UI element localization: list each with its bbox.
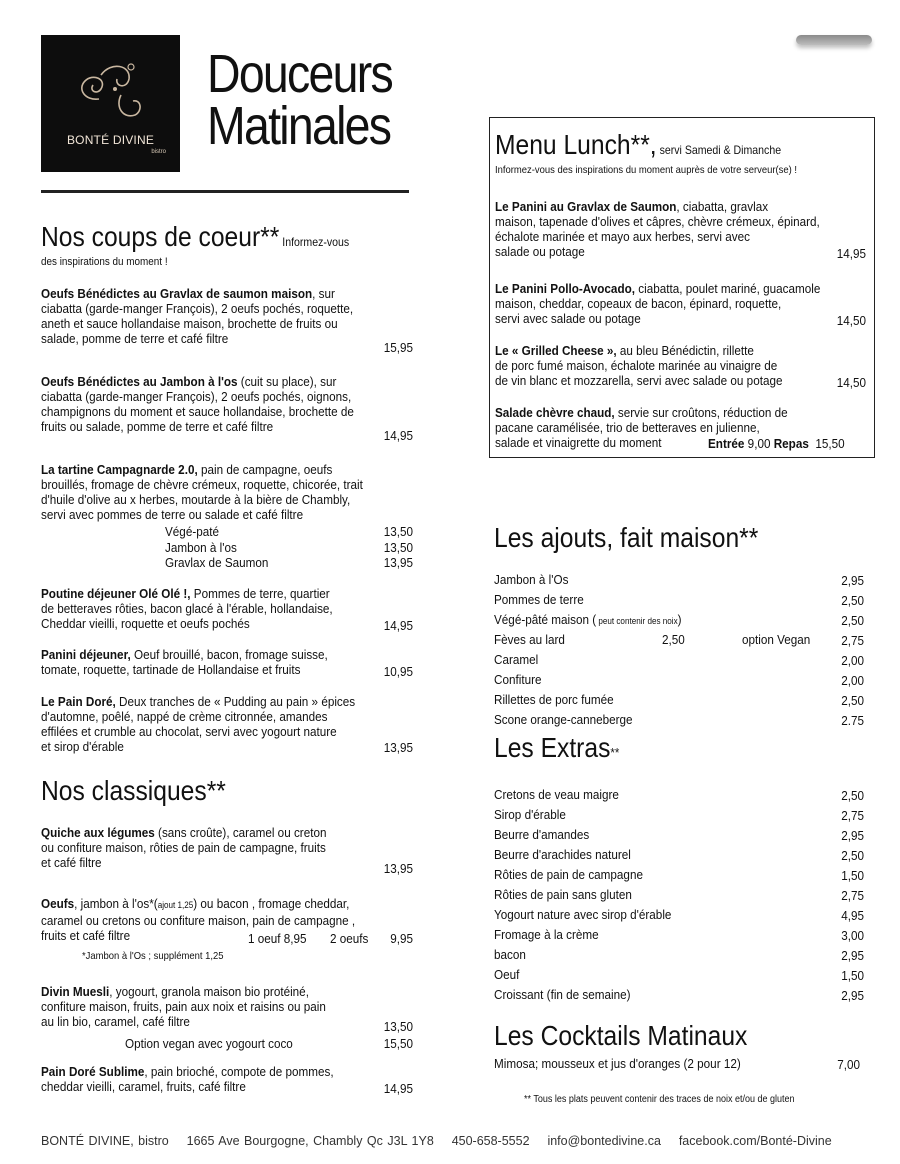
price: 14,95	[383, 1081, 413, 1096]
row-price: 2,95	[841, 988, 864, 1003]
footer-facebook[interactable]: facebook.com/Bonté-Divine	[678, 1134, 832, 1148]
two-egg-label: 2 oeufs	[330, 931, 369, 946]
extras-heading: Les Extras**	[494, 732, 620, 763]
row-label: Caramel	[494, 652, 539, 667]
footer-phone: 450-658-5552	[451, 1134, 530, 1148]
one-egg-price: 1 oeuf 8,95	[248, 931, 307, 946]
menu-item: Oeufs Bénédictes au Gravlax de saumon maison, sur ciabatta (garde-manger François), 2 oeufs pochés, roquette, aneth et sauce hollandaise maison, brochette de fruits ou salade, pomme de terre et café filtre	[41, 286, 354, 346]
row-price: 2,50	[841, 848, 864, 863]
menu-item: Pain Doré Sublime, pain brioché, compote de pommes, cheddar vieilli, caramel, fruits, café filtre	[41, 1064, 334, 1094]
price: 13,95	[383, 861, 413, 876]
price-row	[494, 710, 864, 730]
swirl-ornament-icon	[71, 55, 151, 131]
menu-item: Poutine déjeuner Olé Olé !, Pommes de terre, quartier de betteraves rôties, bacon glacé à l'érable, hollandaise, Cheddar vieilli, roquette et oeufs pochés	[41, 586, 333, 631]
price: 14,50	[836, 375, 866, 390]
footer-name: BONTÉ DIVINE, bistro	[41, 1134, 169, 1148]
footer-address: 1665 Ave Bourgogne, Chambly Qc J3L 1Y8	[186, 1134, 434, 1148]
menu-item: Oeufs, jambon à l'os*(ajout 1,25) ou bacon , fromage cheddar, caramel ou cretons ou confiture maison, pain de campagne , fruits et café filtre	[41, 896, 356, 943]
section-coups	[41, 222, 441, 270]
option-label: Végé-paté	[165, 524, 219, 539]
title-divider	[41, 190, 409, 193]
row-price: 2,75	[841, 808, 864, 823]
allergen-footnote: ** Tous les plats peuvent contenir des traces de noix et/ou de gluten	[524, 1094, 795, 1105]
price-row	[494, 825, 864, 845]
price: 14,95	[383, 618, 413, 633]
price-row	[494, 805, 864, 825]
price-row	[494, 965, 864, 985]
row-price: 2,95	[841, 948, 864, 963]
row-price: 2,00	[841, 673, 864, 688]
title-line-1: Douceurs	[207, 44, 392, 104]
row-label: Cretons de veau maigre	[494, 787, 619, 802]
row-option: option Vegan	[742, 632, 811, 647]
menu-item: Quiche aux légumes (sans croûte), caramel ou creton ou confiture maison, rôties de pain de campagne, fruits et café filtre	[41, 825, 327, 870]
ajouts-heading: Les ajouts, fait maison**	[494, 522, 759, 553]
row-price: 2,75	[841, 633, 864, 648]
row-label: Scone orange-canneberge	[494, 712, 633, 727]
decorative-pill	[796, 35, 872, 45]
cocktail-label: Mimosa; mousseux et jus d'oranges (2 pour 12)	[494, 1056, 741, 1071]
logo-brand: BONTÉ DIVINE	[66, 133, 155, 147]
lunch-served: servi Samedi & Dimanche	[659, 143, 782, 157]
row-price: 2,95	[841, 828, 864, 843]
coups-note: Informez-vous	[282, 235, 350, 249]
lunch-item: Le « Grilled Cheese », au bleu Bénédictin, rillette de porc fumé maison, échalote marinée au vinaigre de de vin blanc et mozzarella, servi avec salade ou potage	[495, 343, 783, 388]
price: 13,50	[383, 524, 413, 539]
option-label: Gravlax de Saumon	[165, 555, 269, 570]
row-price: 2.75	[841, 713, 864, 728]
vegan-option: Option vegan avec yogourt coco	[125, 1036, 293, 1051]
row-label: Beurre d'arachides naturel	[494, 847, 631, 862]
price-row	[494, 590, 864, 610]
row-label: Oeuf	[494, 967, 520, 982]
jambon-note: *Jambon à l'Os ; supplément 1,25	[82, 950, 224, 962]
row-label: Pommes de terre	[494, 592, 584, 607]
price-row	[494, 945, 864, 965]
footer	[41, 1134, 832, 1148]
menu-item: La tartine Campagnarde 2.0, pain de campagne, oeufs brouillés, fromage de chèvre crémeux, roquette, chicorée, trait d'huile d'olive au x herbes, moutarde à la bière de Chambly, servi avec pommes de terre ou salade et café filtre	[41, 462, 363, 522]
row-label: Rillettes de porc fumée	[494, 692, 614, 707]
title-line-2: Matinales	[207, 96, 391, 156]
page-title	[207, 44, 392, 156]
lunch-item: Le Panini au Gravlax de Saumon, ciabatta, gravlax maison, tapenade d'olives et câpres, chèvre crémeux, épinard, échalote marinée et mayo aux herbes, servi avec salade ou potage	[495, 199, 820, 259]
price: 13,50	[383, 540, 413, 555]
coups-note-2: des inspirations du moment !	[41, 256, 168, 268]
price: 10,95	[383, 664, 413, 679]
row-price: 2,50	[841, 613, 864, 628]
row-label: Fromage à la crème	[494, 927, 599, 942]
option-label: Jambon à l'os	[165, 540, 237, 555]
coups-heading: Nos coups de coeur** Informez-vous	[41, 221, 350, 252]
price: 14,50	[836, 313, 866, 328]
row-price: 1,50	[841, 968, 864, 983]
row-price: 1,50	[841, 868, 864, 883]
price-row	[494, 845, 864, 865]
row-label: Rôties de pain sans gluten	[494, 887, 632, 902]
price-row	[494, 630, 864, 650]
lunch-item: Salade chèvre chaud, servie sur croûtons, réduction de pacane caramélisée, trio de betteraves en julienne, salade et vinaigrette du moment	[495, 405, 788, 450]
row-label: Végé-pâté maison ( peut contenir des noix)	[494, 612, 682, 627]
price-row	[494, 785, 864, 805]
row-label: Sirop d'érable	[494, 807, 566, 822]
menu-item: Le Pain Doré, Deux tranches de « Pudding au pain » épices d'automne, poêlé, nappé de crème citronnée, amandes effilées et crumble au chocolat, servi avec yogourt nature et sirop d'érable	[41, 694, 356, 754]
extras-list	[494, 785, 864, 1005]
row-price: 4,95	[841, 908, 864, 923]
price: 15,50	[383, 1036, 413, 1051]
menu-item: Oeufs Bénédictes au Jambon à l'os (cuit su place), sur ciabatta (garde-manger François), 2 oeufs pochés, oignons, champignons du moment et sauce hollandaise, brochette de fruits ou salade, pomme de terre et café filtre	[41, 374, 354, 434]
row-label: bacon	[494, 947, 526, 962]
price-row	[494, 570, 864, 590]
lunch-item: Le Panini Pollo-Avocado, ciabatta, poulet mariné, guacamole maison, cheddar, copeaux de bacon, épinard, roquette, servi avec salade ou potage	[495, 281, 821, 326]
row-price: 2,95	[841, 573, 864, 588]
price: 13,50	[383, 1019, 413, 1034]
row-label: Confiture	[494, 672, 542, 687]
row-label: Jambon à l'Os	[494, 572, 569, 587]
row-price: 2,00	[841, 653, 864, 668]
row-price: 2,75	[841, 888, 864, 903]
price: 14,95	[836, 246, 866, 261]
row-label: Fèves au lard	[494, 632, 565, 647]
row-label: Rôties de pain de campagne	[494, 867, 643, 882]
price-row	[494, 865, 864, 885]
row-label: Beurre d'amandes	[494, 827, 590, 842]
footer-email[interactable]: info@bontedivine.ca	[547, 1134, 661, 1148]
cocktails-heading: Les Cocktails Matinaux	[494, 1020, 748, 1051]
price-row	[494, 905, 864, 925]
price: 15,95	[383, 340, 413, 355]
row-label: Croissant (fin de semaine)	[494, 987, 631, 1002]
ajouts-list	[494, 570, 864, 730]
price: 7,00	[837, 1057, 860, 1072]
row-price: 2,50	[841, 693, 864, 708]
row-label: Yogourt nature avec sirop d'érable	[494, 907, 672, 922]
logo-sub: bistro	[151, 149, 166, 155]
row-mid-price: 2,50	[662, 632, 685, 647]
price-row	[494, 670, 864, 690]
menu-item: Panini déjeuner, Oeuf brouillé, bacon, fromage suisse, tomate, roquette, tartinade de Hollandaise et fruits	[41, 647, 328, 677]
price-row	[494, 985, 864, 1005]
lunch-heading: Menu Lunch**, servi Samedi & Dimanche	[495, 129, 782, 160]
price-row	[494, 690, 864, 710]
price: 14,95	[383, 428, 413, 443]
price-row	[494, 650, 864, 670]
row-price: 3,00	[841, 928, 864, 943]
menu-item: Divin Muesli, yogourt, granola maison bio protéiné, confiture maison, fruits, pain aux noix et raisins ou pain au lin bio, caramel, café filtre	[41, 984, 326, 1029]
logo	[41, 35, 180, 172]
row-price: 2,50	[841, 593, 864, 608]
salade-prices: Entrée 9,00 Repas 15,50	[708, 436, 845, 451]
price: 13,95	[383, 740, 413, 755]
price-row	[494, 925, 864, 945]
classiques-heading: Nos classiques**	[41, 775, 226, 806]
price: 13,95	[383, 555, 413, 570]
price: 9,95	[390, 931, 413, 946]
row-price: 2,50	[841, 788, 864, 803]
price-row	[494, 885, 864, 905]
lunch-note: Informez-vous des inspirations du moment auprès de votre serveur(se) !	[495, 164, 798, 176]
price-row	[494, 610, 864, 630]
